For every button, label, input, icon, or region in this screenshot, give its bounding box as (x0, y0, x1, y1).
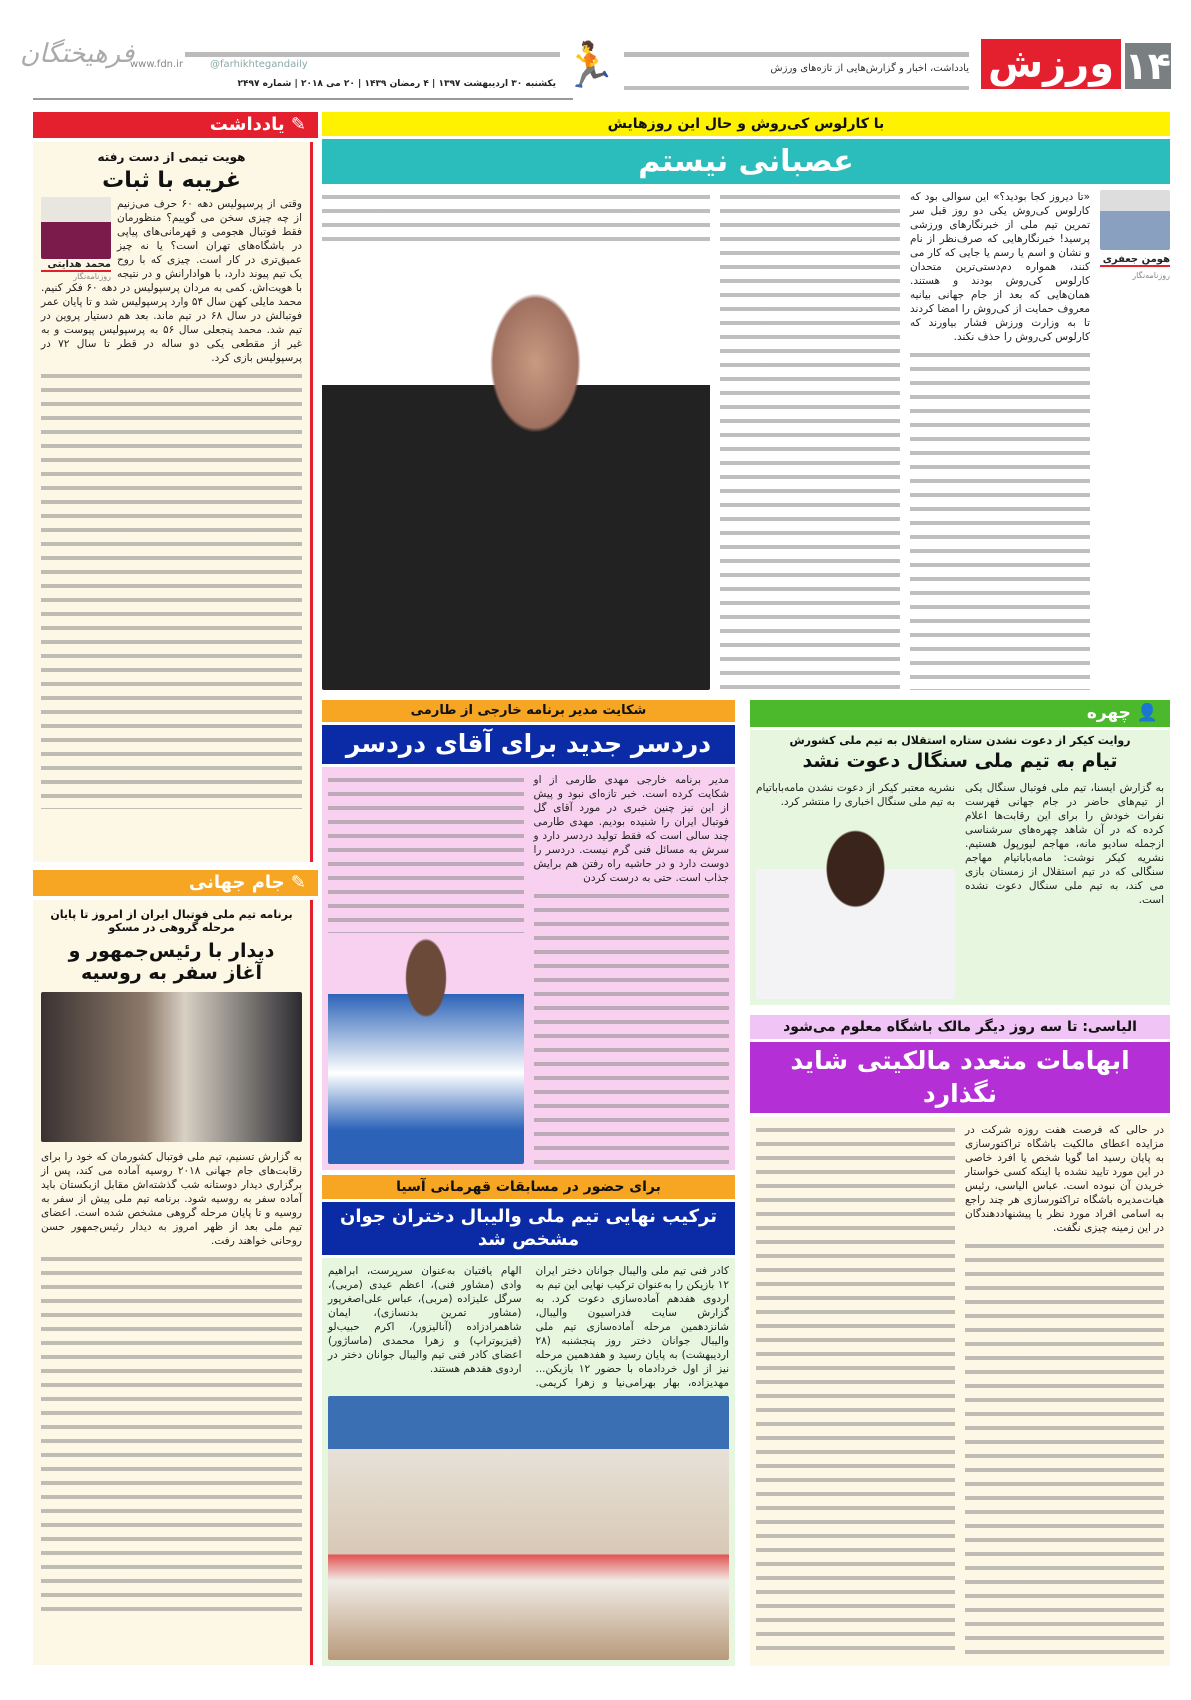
author-role: روزنامه‌نگار (1132, 271, 1170, 280)
volleyball-team-photo (328, 1396, 729, 1660)
decor-stripes (624, 81, 969, 93)
worldcup-kicker: برنامه تیم ملی فوتبال ایران از امروز تا پایان مرحله گروهی در مسکو (50, 908, 293, 934)
face-section-header (750, 700, 1170, 727)
date-line: یکشنبه ۳۰ اردیبهشت ۱۳۹۷ | ۴ رمضان ۱۴۳۹ | ۲۰ می ۲۰۱۸ | شماره ۲۴۹۷ (237, 79, 556, 89)
senegal-title: تیام به تیم ملی سنگال دعوت نشد (802, 750, 1118, 772)
author-box (41, 197, 111, 281)
ownership-title: ابهامات متعدد مالکیتی شاید نگذارد (750, 1042, 1170, 1113)
author-photo (41, 197, 111, 259)
ownership-body: در حالی که فرصت هفت روزه شرکت در مزایده اعطای مالکیت باشگاه تراکتورسازی به پایان رسید اما گویا شخص یا افرد خاصی در این مورد تایید نشده یا اینکه کسی خواستار خریدن آن نبوده است. عباس الیاسی، رئیس هیات‌مدیره باشگاه تراکتورسازی هر چند راجع به اسامی افراد مورد نظر یا پیشنهاددهندگان در این زمینه چیزی نگفت. (965, 1124, 1164, 1234)
author-name: محمد هدایتی (41, 259, 111, 272)
text-continued (965, 1239, 1164, 1660)
queiroz-title: عصبانی نیستم (322, 139, 1170, 184)
volleyball-article (322, 1258, 735, 1666)
volleyball-kicker: برای حضور در مسابقات قهرمانی آسیا (322, 1175, 735, 1199)
ownership-section (750, 1015, 1170, 1666)
worldcup-section-header (33, 870, 318, 896)
photo-column (322, 190, 710, 690)
person-icon: 👤 (1130, 703, 1158, 723)
note-section-header (33, 112, 318, 138)
text-column (720, 190, 900, 690)
senegal-article (750, 730, 1170, 1005)
author-photo (1100, 190, 1170, 250)
ownership-kicker: الیاسی: تا سه روز دیگر مالک باشگاه معلوم می‌شود (750, 1015, 1170, 1039)
text-continued (534, 889, 730, 1165)
masthead (0, 35, 1191, 100)
pen-icon: ✎ (284, 114, 306, 135)
photo-column (328, 773, 524, 1165)
runner-logo-icon: 🏃 (562, 40, 617, 91)
thiam-photo (756, 813, 955, 999)
text-continued (720, 190, 900, 690)
newspaper-logo: فرهیختگان (20, 39, 135, 69)
taremi-photo (328, 937, 524, 1165)
telegram-handle[interactable]: @farhikhtegandaily (210, 59, 308, 70)
author-name: هومن جعفری (1100, 254, 1170, 267)
divider (624, 52, 969, 57)
volleyball-body: کادر فنی تیم ملی والیبال جوانان دختر ایران ۱۲ بازیکن را به‌عنوان ترکیب نهایی این تیم به اردوی هفدهم آماده‌سازی دعوت کرد. به گزارش سایت فدراسیون والیبال، شانزدهمین مرحله آماده‌سازی تیم ملی والیبال جوانان دختر روز پنجشنبه (۲۸ اردیبهشت) به پایان رسید و هفدهمین مرحله نیز از اول خردادماه با حضور ۱۲ بازیکن... مهدیزاده، بهار بهرامی‌نیا و زهرا کریمی. الهام یافتیان به‌عنوان سرپرست، ابراهیم وادی (مشاور فنی)، اعظم عیدی (مربی)، سرگل علیزاده (مربی)، عباس علی‌اصغرپور (مشاور تمرین بدنسازی)، ایمان شاهمرادزاده (آنالیزور)، اکرم حبیب‌لو (فیزیوتراپ) و زهرا محمدی (ماساژور) اعضای کادر فنی تیم والیبال جوانان دختر در اردوی هفدهم هستند. (328, 1264, 729, 1389)
tagline: یادداشت، اخبار و گزارش‌هایی از تازه‌های ورزش (770, 63, 969, 74)
worldcup-article (33, 900, 313, 1665)
volleyball-section (322, 1175, 735, 1666)
divider (185, 52, 560, 57)
lead-column (756, 781, 955, 999)
text-column (534, 773, 730, 1165)
text-continued (756, 1123, 955, 1660)
text-continued (41, 369, 302, 809)
note-article (33, 142, 313, 862)
queiroz-body: «تا دیروز کجا بودید؟» این سوالی بود که کارلوس کی‌روش یکی دو روز قبل سر تمرین تیم ملی از خبرنگارهای ورزشی پرسید! خبرنگارهایی که صرف‌نظر از نام و نشان و اسم یا رسم یا جایی که کار می کنند، همواره دم‌دستی‌ترین متحدان کارلوس کی‌روش بودند و هستند. همان‌هایی که بعد از جام جهانی بیانیه معروف حمایت از کی‌روش را امضا کردند تا به وزارت ورزش فشار بیاورند که کارلوس کی‌روش را حذف نکند. (910, 191, 1090, 343)
text-continued (328, 773, 524, 933)
text-continued (322, 190, 710, 250)
taremi-kicker: شکایت مدیر برنامه خارجی از طارمی (322, 700, 735, 722)
author-role: روزنامه‌نگار (73, 272, 111, 281)
website-link[interactable]: www.fdn.ir (130, 59, 184, 70)
text-column (965, 1123, 1164, 1660)
queiroz-article (322, 184, 1170, 690)
text-column (910, 190, 1090, 690)
senegal-lead: نشریه معتبر کیکر از دعوت نشدن مامه‌باباتیام به تیم ملی سنگال اخباری را منتشر کرد. (756, 782, 955, 808)
rouhani-team-photo (41, 992, 302, 1142)
taremi-title: دردسر جدید برای آقای دردسر (322, 725, 735, 764)
section-title: ورزش (981, 39, 1121, 89)
text-continued (41, 1252, 302, 1612)
senegal-body: به گزارش ایسنا، تیم ملی فوتبال سنگال یکی از تیم‌های حاضر در جام جهانی فهرست نفرات خودش را برای این رقابت‌ها اعلام کرده که در آن شاهد چهره‌های سرشناسی ازجمله سادیو مانه، مهاجم لیورپول هستیم. نشریه کیکر نوشت: مامه‌باباتیام مهاجم سنگالی که در تیم استقلال از زمستان بازی می کند، به تیم ملی سنگال دعوت نشده است. (965, 782, 1164, 906)
queiroz-photo (322, 254, 710, 690)
worldcup-body: به گزارش تسنیم، تیم ملی فوتبال کشورمان که خود را برای رقابت‌های جام جهانی ۲۰۱۸ روسیه آماده می کند، پس از برگزاری دیدار دوستانه شب گذشته‌اش مقابل ازبکستان باید آماده سفر به روسیه شود. برنامه تیم ملی پیش از سفر به روسیه و تا پایان مرحله گروهی مشخص شده است. اعضای تیم ملی بعد از ظهر امروز به دیدار رئیس‌جمهور حسن روحانی خواهند رفت. (41, 1151, 302, 1247)
section-label: یادداشت (209, 114, 285, 135)
note-title: غریبه با ثبات (102, 168, 241, 193)
pen-icon: ✎ (284, 872, 306, 893)
queiroz-section (322, 112, 1170, 690)
taremi-body: مدیر برنامه خارجی مهدی طارمی از او شکایت کرده است. خبر تازه‌ای نبود و پیش از این نیز چنین خبری در مورد آقای گل فوتبال ایران را شنیده بودیم. مهدی طارمی چند سالی است که فقط تولید دردسر دارد و سرش به مسائل فنی گرم نیست. دردسر را دوست دارد و در حاشیه راه رفتن هم برایش جذاب است. حتی به درست کردن (533, 773, 729, 884)
divider (33, 98, 573, 100)
senegal-section (750, 700, 1170, 1005)
queiroz-kicker: با کارلوس کی‌روش و حال این روزهایش (322, 112, 1170, 136)
volleyball-title: ترکیب نهایی تیم ملی والیبال دختران جوان مشخص شد (322, 1202, 735, 1255)
note-kicker: هویت تیمی از دست رفته (97, 150, 246, 164)
senegal-kicker: روایت کیکر از دعوت نشدن ستاره استقلال به تیم ملی کشورش (789, 734, 1131, 747)
worldcup-title: دیدار با رئیس‌جمهور و آغاز سفر به روسیه (68, 940, 275, 984)
author-box (1100, 190, 1170, 690)
taremi-section (322, 700, 735, 1170)
text-column (965, 781, 1164, 999)
note-body: وقتی از پرسپولیس دهه ۶۰ حرف می‌زنیم از چه چیزی سخن می گوییم؟ منظورمان فقط فوتبال هجومی و قهرمانی‌های پیاپی در باشگاه‌های تهران است؟ یا نه چیز عمیق‌تری در کار است. چیزی که با روح یک تیم پیوند دارد، با هوادارانش و در نتیجه با هویت‌اش. کمی به مردان پرسپولیس در دهه ۶۰ فکر کنیم. محمد مایلی کهن سال ۵۴ وارد پرسپولیس شد و تا پایان عمر فوتبالش در سال ۶۸ در تیم ماند. بعد هم دستیار پروین در تیم شد. محمد پنجعلی سال ۵۶ به پرسپولیس پیوست و به غیر از مقطعی یکی دو ساله در قطر تا سال ۷۲ در پرسپولیس بازی کرد. (41, 198, 303, 364)
text-continued (910, 348, 1090, 690)
section-label: چهره (1086, 703, 1131, 723)
section-label: جام جهانی (188, 872, 285, 893)
ownership-article (750, 1117, 1170, 1666)
text-column (756, 1123, 955, 1660)
page-number: ۱۴ (1124, 44, 1171, 88)
taremi-article (322, 767, 735, 1171)
